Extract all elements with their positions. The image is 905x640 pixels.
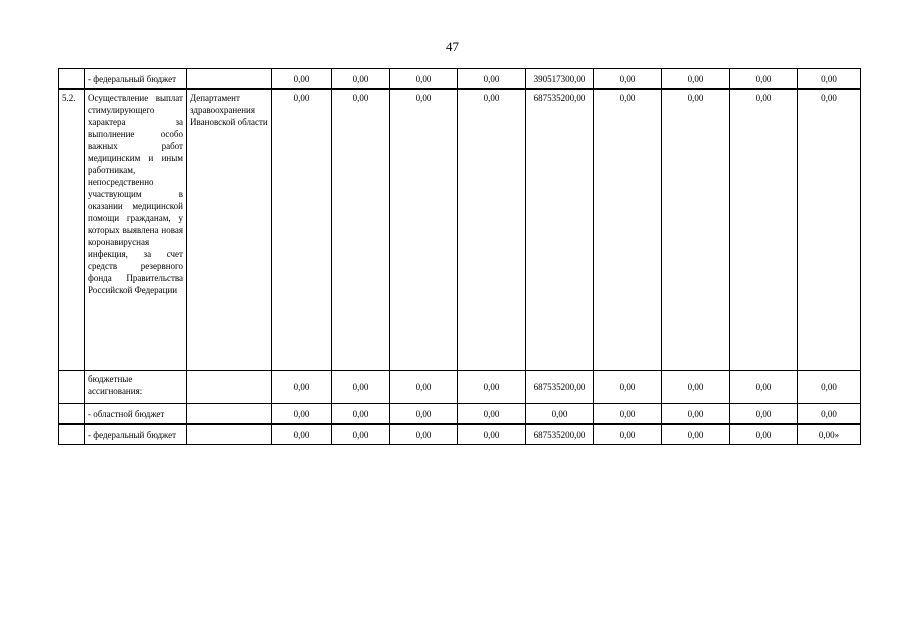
table-row	[59, 371, 861, 404]
value-cell: 0,00	[526, 404, 594, 425]
row-executor: Департамент здравоохранения Ивановской области	[187, 89, 272, 371]
value-cell: 0,00	[272, 69, 332, 90]
row-name: - областной бюджет	[85, 404, 187, 425]
value-cell: 0,00	[332, 69, 390, 90]
row-index	[59, 371, 85, 404]
row-index	[59, 404, 85, 425]
value-cell: 0,00	[332, 89, 390, 371]
value-cell: 0,00	[662, 69, 730, 90]
value-cell: 0,00	[458, 404, 526, 425]
row-index: 5.2.	[59, 89, 85, 371]
value-cell: 0,00	[272, 424, 332, 445]
row-executor	[187, 404, 272, 425]
value-cell: 0,00	[594, 371, 662, 404]
value-cell: 0,00	[390, 69, 458, 90]
value-cell: 0,00	[798, 69, 861, 90]
value-cell: 0,00	[458, 424, 526, 445]
table-row	[59, 424, 861, 445]
value-cell: 0,00	[390, 89, 458, 371]
value-cell: 0,00	[730, 371, 798, 404]
value-cell: 0,00	[272, 89, 332, 371]
value-cell: 0,00	[798, 404, 861, 425]
table-row	[59, 69, 861, 90]
row-index	[59, 69, 85, 90]
table-row	[59, 89, 861, 371]
value-cell: 687535200,00	[526, 89, 594, 371]
value-cell: 0,00	[662, 89, 730, 371]
value-cell: 0,00	[662, 424, 730, 445]
value-cell: 0,00	[458, 69, 526, 90]
row-name: бюджетные ассигнования:	[85, 371, 187, 404]
value-cell: 0,00	[594, 89, 662, 371]
value-cell: 0,00	[730, 404, 798, 425]
value-cell: 0,00	[662, 404, 730, 425]
value-cell: 0,00	[332, 404, 390, 425]
row-executor	[187, 424, 272, 445]
value-cell: 687535200,00	[526, 371, 594, 404]
value-cell: 0,00	[390, 371, 458, 404]
row-name: Осуществление выплат стимулирующего характера за выполнение особо важных работ медицинским и иным работникам, непосредственно участвующим в оказании медицинской помощи гражданам, у которых выявлена новая коронавирусная инфекция, за счет средств резервного фонда Правительства Российской Федерации	[85, 89, 187, 371]
value-cell: 0,00	[390, 424, 458, 445]
page-number: 47	[446, 39, 459, 54]
value-cell: 0,00	[662, 371, 730, 404]
budget-table	[58, 68, 861, 445]
value-cell: 0,00	[730, 89, 798, 371]
value-cell: 0,00	[458, 89, 526, 371]
value-cell: 0,00	[272, 371, 332, 404]
value-cell: 687535200,00	[526, 424, 594, 445]
value-cell: 0,00	[594, 404, 662, 425]
value-cell: 0,00	[798, 371, 861, 404]
value-cell: 0,00	[458, 371, 526, 404]
value-cell: 0,00	[798, 89, 861, 371]
row-executor	[187, 69, 272, 90]
table-row	[59, 404, 861, 425]
value-cell: 0,00	[332, 371, 390, 404]
value-cell: 390517300,00	[526, 69, 594, 90]
row-name: - федеральный бюджет	[85, 424, 187, 445]
value-cell: 0,00	[594, 69, 662, 90]
value-cell: 0,00	[730, 424, 798, 445]
value-cell: 0,00	[272, 404, 332, 425]
row-name: - федеральный бюджет	[85, 69, 187, 90]
value-cell: 0,00	[332, 424, 390, 445]
value-cell: 0,00»	[798, 424, 861, 445]
value-cell: 0,00	[730, 69, 798, 90]
value-cell: 0,00	[594, 424, 662, 445]
value-cell: 0,00	[390, 404, 458, 425]
row-index	[59, 424, 85, 445]
row-executor	[187, 371, 272, 404]
